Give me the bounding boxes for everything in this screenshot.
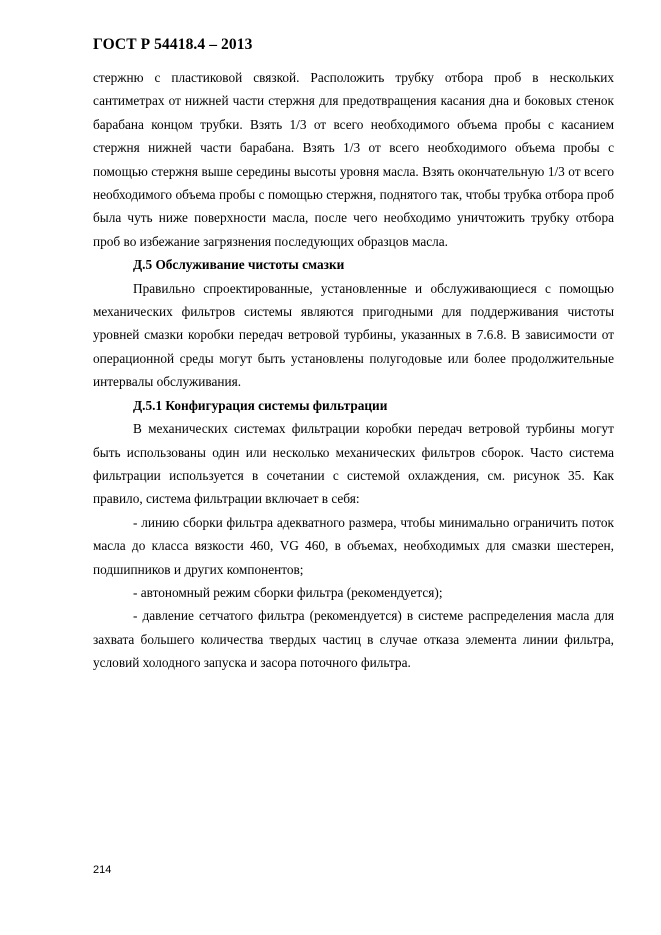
paragraph-maintenance: Правильно спроектированные, установленные и обслуживающиеся с помощью механических фильтров системы являются пригодными для поддерживания чистоты уровней смазки коробки передач ветровой турбины, указанных в 7.6.8. В зависимости от операционной среды могут быть установлены полугодовые или более продолжительные интервалы обслуживания. (93, 280, 614, 390)
document-header-title: ГОСТ Р 54418.4 – 2013 (93, 36, 253, 53)
list-item-filter-line: - линию сборки фильтра адекватного размера, чтобы минимально ограничить поток масла до класса вязкости 460, VG 460, в объемах, необходимых для смазки шестерен, подшипников и других компонентов; (93, 514, 614, 577)
paragraph-filtration: В механических системах фильтрации коробки передач ветровой турбины могут быть использованы один или несколько механических фильтров сборок. Часто система фильтрации используется в сочетании с системой охлаждения, см. рисунок 35. Как правило, система фильтрации включает в себя: (93, 421, 614, 507)
paragraph-continuation: стержню с пластиковой связкой. Расположить трубку отбора проб в нескольких сантиметрах от нижней части стержня для предотвращения касания дна и боковых стенок барабана концом трубки. Взять 1/3 от всего необходимого объема пробы с касанием стержня нижней части барабана. Взять 1/3 от всего необходимого объема пробы с помощью стержня выше середины высоты уровня масла. Взять окончательную 1/3 от всего необходимого объема пробы с помощью стержня, поднятого так, чтобы трубка отбора проб была чуть ниже поверхности масла, после чего необходимо уничтожить трубку отбора проб во избежание загрязнения последующих образцов масла. (93, 70, 614, 249)
section-heading-d5-1: Д.5.1 Конфигурация системы фильтрации (133, 397, 388, 413)
list-item-pressure-filter: - давление сетчатого фильтра (рекомендуется) в системе распределения масла для захвата большего количества твердых частиц в случае отказа элемента линии фильтра, условий холодного запуска и засора поточного фильтра. (93, 608, 614, 671)
page-number: 214 (93, 864, 112, 876)
document-body (93, 66, 614, 675)
list-item-offline-filter: - автономный режим сборки фильтра (рекомендуется); (133, 584, 443, 600)
section-heading-d5: Д.5 Обслуживание чистоты смазки (133, 257, 345, 273)
